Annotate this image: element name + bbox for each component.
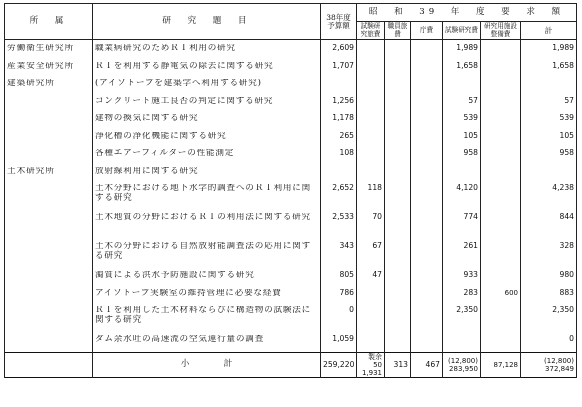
cell-institution	[5, 213, 93, 242]
cell-research-expense: 261	[443, 242, 481, 271]
cell-total: 4,238	[521, 184, 577, 213]
cell-equipment	[481, 62, 521, 80]
subtotal-total	[521, 353, 577, 378]
cell-total: 328	[521, 242, 577, 271]
cell-total: 105	[521, 132, 577, 150]
cell-research-title: 土木地質の分野におけるＲＩの利用法に関する研究	[93, 213, 321, 242]
cell-research-travel	[357, 97, 385, 115]
cell-research-travel	[357, 114, 385, 132]
cell-fy38: 2,533	[321, 213, 357, 242]
cell-research-title: アイソトープ実験室の維持管理に必要な経費	[93, 289, 321, 307]
table-row	[5, 271, 577, 289]
subtotal-travel-note: 製余	[368, 353, 382, 361]
cell-research-title: コンクリート施工良否の判定に関する研究	[93, 97, 321, 115]
cell-research-travel	[357, 44, 385, 62]
cell-staff-travel	[385, 62, 411, 80]
cell-total: 980	[521, 271, 577, 289]
cell-research-expense: 1,989	[443, 44, 481, 62]
cell-research-expense: 2,350	[443, 306, 481, 335]
cell-total: 958	[521, 149, 577, 167]
header-research-expense: 試験研究費	[443, 22, 481, 40]
cell-research-travel	[357, 306, 385, 335]
cell-research-title: 放射線利用に関する研究	[93, 167, 321, 185]
cell-equipment	[481, 306, 521, 335]
cell-research-travel	[357, 167, 385, 185]
cell-staff-travel	[385, 79, 411, 97]
cell-research-travel: 118	[357, 184, 385, 213]
cell-equipment	[481, 335, 521, 353]
cell-research-travel: 67	[357, 242, 385, 271]
table-row	[5, 114, 577, 132]
cell-fy38: 786	[321, 289, 357, 307]
cell-total: 2,350	[521, 306, 577, 335]
table-row	[5, 335, 577, 353]
cell-total: 883	[521, 289, 577, 307]
cell-equipment	[481, 242, 521, 271]
cell-equipment	[481, 167, 521, 185]
cell-research-travel	[357, 62, 385, 80]
subtotal-research-travel	[357, 353, 385, 378]
cell-research-title: 各種エアーフィルターの性能測定	[93, 149, 321, 167]
cell-total: 0	[521, 335, 577, 353]
table-row	[5, 306, 577, 335]
header-equipment: 研究用施設整備費	[481, 22, 521, 40]
cell-staff-travel	[385, 167, 411, 185]
cell-research-expense: 539	[443, 114, 481, 132]
cell-office-expense	[411, 306, 443, 335]
table-row	[5, 44, 577, 62]
table-row	[5, 242, 577, 271]
table-row	[5, 79, 577, 97]
cell-institution	[5, 271, 93, 289]
subtotal-fy38: 259,220	[321, 353, 357, 378]
cell-fy38: 805	[321, 271, 357, 289]
header-institution: 所 属	[5, 4, 93, 40]
table-row	[5, 167, 577, 185]
subtotal-total-b: 372,849	[545, 365, 574, 374]
cell-office-expense	[411, 62, 443, 80]
cell-research-expense	[443, 79, 481, 97]
cell-office-expense	[411, 271, 443, 289]
cell-total: 1,989	[521, 44, 577, 62]
cell-fy38: 108	[321, 149, 357, 167]
cell-research-expense: 958	[443, 149, 481, 167]
subtotal-equipment: 87,128	[481, 353, 521, 378]
header-fy38-year: 38年度	[326, 12, 351, 22]
cell-staff-travel	[385, 335, 411, 353]
header-research-title: 研 究 題 目	[93, 4, 321, 40]
cell-institution	[5, 289, 93, 307]
cell-research-expense: 283	[443, 289, 481, 307]
cell-office-expense	[411, 213, 443, 242]
cell-staff-travel	[385, 306, 411, 335]
cell-research-title: (アイソトープを建築学へ利用する研究)	[93, 79, 321, 97]
cell-staff-travel	[385, 44, 411, 62]
cell-office-expense	[411, 97, 443, 115]
cell-research-travel	[357, 132, 385, 150]
cell-research-expense: 774	[443, 213, 481, 242]
cell-research-travel: 47	[357, 271, 385, 289]
cell-equipment	[481, 184, 521, 213]
cell-institution	[5, 242, 93, 271]
cell-staff-travel	[385, 184, 411, 213]
subtotal-label: 小 計	[93, 353, 321, 378]
cell-equipment	[481, 79, 521, 97]
cell-equipment	[481, 114, 521, 132]
cell-institution	[5, 335, 93, 353]
cell-fy38: 1,707	[321, 62, 357, 80]
cell-research-expense: 1,658	[443, 62, 481, 80]
cell-total: 844	[521, 213, 577, 242]
cell-research-travel	[357, 335, 385, 353]
cell-office-expense	[411, 44, 443, 62]
header-fy39-request: 昭 和 39 年 度 要 求 額	[357, 4, 577, 22]
cell-staff-travel	[385, 97, 411, 115]
cell-equipment	[481, 213, 521, 242]
table-row	[5, 213, 577, 242]
cell-staff-travel	[385, 149, 411, 167]
cell-research-travel: 70	[357, 213, 385, 242]
cell-staff-travel	[385, 114, 411, 132]
table-row	[5, 184, 577, 213]
cell-fy38: 1,059	[321, 335, 357, 353]
cell-fy38: 2,609	[321, 44, 357, 62]
cell-total	[521, 79, 577, 97]
cell-staff-travel	[385, 213, 411, 242]
cell-research-title: 浄化槽の浄化機能に関する研究	[93, 132, 321, 150]
table-row	[5, 62, 577, 80]
cell-equipment	[481, 271, 521, 289]
cell-institution	[5, 97, 93, 115]
cell-institution	[5, 184, 93, 213]
subtotal-research	[443, 353, 481, 378]
header-fy38-budget	[321, 4, 357, 40]
table-row	[5, 97, 577, 115]
cell-fy38: 1,178	[321, 114, 357, 132]
cell-research-title: ＲＩを利用した土木材料ならびに構造物の試験法に関する研究	[93, 306, 321, 335]
cell-fy38: 265	[321, 132, 357, 150]
cell-research-expense: 57	[443, 97, 481, 115]
subtotal-research-b: 283,950	[449, 365, 478, 374]
cell-research-title: ＲＩを利用する静電気の除去に関する研究	[93, 62, 321, 80]
cell-office-expense	[411, 184, 443, 213]
header-staff-travel: 職員旅費	[385, 22, 411, 40]
budget-table	[4, 3, 577, 378]
cell-office-expense	[411, 132, 443, 150]
cell-institution	[5, 114, 93, 132]
cell-research-title: 職業病研究のためＲＩ利用の研究	[93, 44, 321, 62]
cell-research-title: 土木の分野における自然放射能調査法の応用に関する研究	[93, 242, 321, 271]
cell-office-expense	[411, 114, 443, 132]
cell-total: 1,658	[521, 62, 577, 80]
cell-staff-travel	[385, 271, 411, 289]
table-row	[5, 149, 577, 167]
table-row	[5, 289, 577, 307]
cell-research-title: 濁質による洪水予防施設に関する研究	[93, 271, 321, 289]
cell-research-title: 土木分野における地下水学的調査へのＲＩ利用に関する研究	[93, 184, 321, 213]
cell-research-expense: 933	[443, 271, 481, 289]
cell-office-expense	[411, 167, 443, 185]
subtotal-research-a: (12,800)	[448, 357, 478, 366]
cell-office-expense	[411, 242, 443, 271]
subtotal-office: 467	[411, 353, 443, 378]
cell-staff-travel	[385, 242, 411, 271]
header-total: 計	[521, 22, 577, 40]
cell-total	[521, 167, 577, 185]
cell-total: 57	[521, 97, 577, 115]
cell-research-expense: 4,120	[443, 184, 481, 213]
cell-research-expense	[443, 167, 481, 185]
subtotal-row	[5, 353, 577, 378]
table-row	[5, 132, 577, 150]
cell-total: 539	[521, 114, 577, 132]
cell-office-expense	[411, 289, 443, 307]
cell-equipment	[481, 132, 521, 150]
cell-research-travel	[357, 149, 385, 167]
cell-fy38	[321, 167, 357, 185]
cell-equipment	[481, 44, 521, 62]
cell-office-expense	[411, 149, 443, 167]
cell-institution: 労働衛生研究所	[5, 44, 93, 62]
cell-fy38: 0	[321, 306, 357, 335]
cell-equipment	[481, 97, 521, 115]
cell-staff-travel	[385, 289, 411, 307]
cell-equipment	[481, 149, 521, 167]
subtotal-travel-b: 1,931	[361, 369, 382, 378]
cell-research-travel	[357, 79, 385, 97]
cell-staff-travel	[385, 132, 411, 150]
cell-research-expense	[443, 335, 481, 353]
cell-institution	[5, 132, 93, 150]
header-office-expense: 庁費	[411, 22, 443, 40]
cell-institution	[5, 306, 93, 335]
cell-fy38: 1,256	[321, 97, 357, 115]
subtotal-staff-travel: 313	[385, 353, 411, 378]
cell-research-expense: 105	[443, 132, 481, 150]
cell-fy38: 2,652	[321, 184, 357, 213]
cell-institution: 産業安全研究所	[5, 62, 93, 80]
cell-research-travel	[357, 289, 385, 307]
cell-institution: 建築研究所	[5, 79, 93, 97]
cell-fy38	[321, 79, 357, 97]
cell-research-title: ダム余水吐の高速流の空気連行量の調査	[93, 335, 321, 353]
cell-fy38: 343	[321, 242, 357, 271]
cell-equipment: 600	[481, 289, 521, 307]
cell-office-expense	[411, 79, 443, 97]
cell-office-expense	[411, 335, 443, 353]
cell-research-title: 建物の換気に関する研究	[93, 114, 321, 132]
subtotal-total-a: (12,800)	[544, 357, 574, 366]
cell-institution: 土木研究所	[5, 167, 93, 185]
subtotal-travel-a: 50	[373, 361, 382, 370]
header-fy38-label: 予算額	[327, 20, 350, 30]
header-research-travel: 試験研究旅費	[357, 22, 385, 40]
cell-institution	[5, 149, 93, 167]
